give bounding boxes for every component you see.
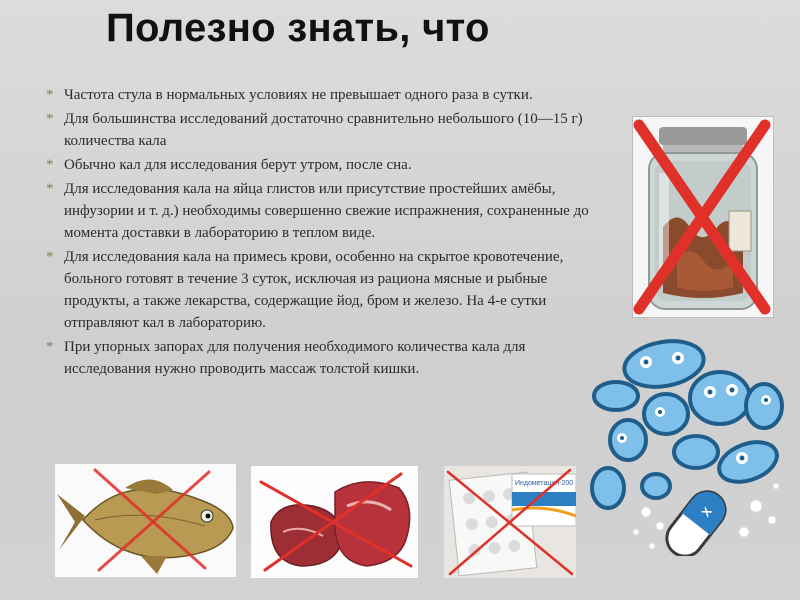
bullet-item: [46, 84, 602, 106]
bullet-text: Частота стула в нормальных условиях не превышает одного раза в сутки.: [64, 87, 533, 103]
pills-box-label: Индометацин-200: [515, 480, 574, 487]
germs-illustration: [586, 336, 790, 556]
bullet-item: [46, 336, 602, 380]
bullet-text: При упорных запорах для получения необходимого количества кала для исследования нужно проводить массаж толстой кишки.: [64, 339, 526, 377]
crossed-meat-icon: [251, 466, 418, 578]
crossed-jar-icon: [633, 117, 773, 317]
crossed-pills-icon: [444, 466, 576, 578]
bullet-item: [46, 154, 602, 176]
bullet-text: Для исследования кала на примесь крови, особенно на скрытое кровотечение, больного готовят в течение 3 суток, исключая из рациона мясные и рыбные продукты, а также лекарства, содержащие йод, бром и железо. На 4-е сутки отправляют кал в лабораторию.: [64, 249, 564, 331]
crossed-fish-icon: [55, 464, 236, 577]
bullet-mark: *: [46, 157, 54, 173]
slide-title: Полезно знать, что: [106, 6, 490, 50]
bullet-mark: *: [46, 111, 54, 127]
bullet-mark: *: [46, 181, 54, 197]
svg-text:X: X: [698, 504, 715, 520]
crossed-meat-image: [251, 466, 418, 578]
crossed-jar-image: [632, 116, 774, 318]
bullet-text: Обычно кал для исследования берут утром, после сна.: [64, 157, 412, 173]
crossed-fish-image: [55, 464, 236, 577]
bullet-text: Для большинства исследований достаточно сравнительно небольшого (10—15 г) количества кала: [64, 111, 583, 149]
bullet-mark: *: [46, 339, 54, 355]
bullet-item: [46, 108, 602, 152]
bullet-mark: *: [46, 87, 54, 103]
bullet-text: Для исследования кала на яйца глистов или присутствие простейших амёбы, инфузории и т. д.) необходимы совершенно свежие испражнения, сохраненные до момента доставки в лабораторию в теплом виде.: [64, 181, 589, 241]
bullet-item: [46, 246, 602, 334]
bullet-mark: *: [46, 249, 54, 265]
bullet-item: [46, 178, 602, 244]
bullet-list: [46, 84, 602, 382]
germs-pill-icon: [586, 336, 790, 556]
crossed-pills-image: [444, 466, 576, 578]
